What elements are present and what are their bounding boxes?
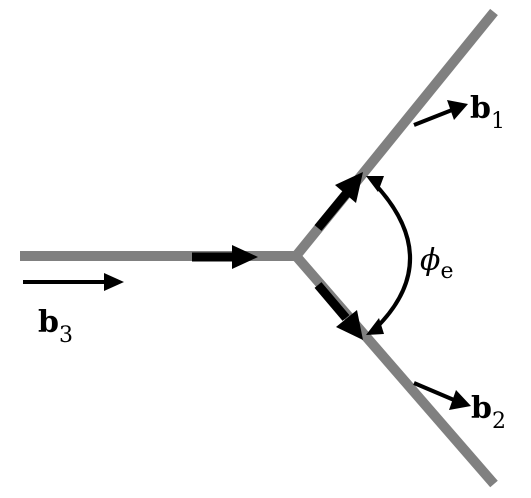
label-b3: $b_3$	[38, 305, 73, 348]
label-b2: $b_2$	[471, 391, 506, 434]
label-b1: $b_1$	[470, 91, 505, 134]
angle-arc	[366, 176, 410, 335]
arrow-b3-along-edge	[192, 245, 258, 269]
arrow-b2-along-edge	[318, 285, 363, 340]
arrow-b3	[23, 273, 124, 291]
label-phi-e: $\phi_e$	[420, 243, 454, 284]
arrow-b1-along-edge	[318, 172, 363, 228]
